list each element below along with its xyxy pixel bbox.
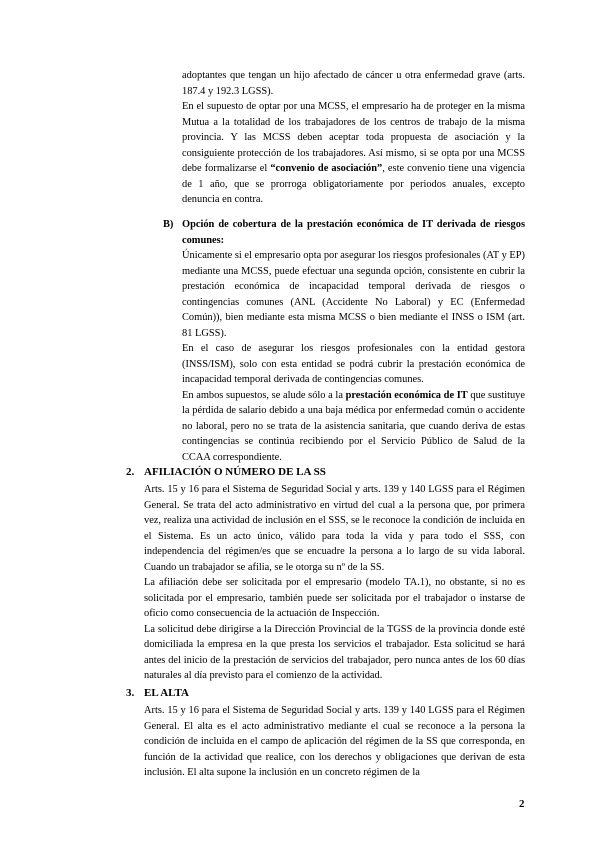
- section-3-paragraph-1: Arts. 15 y 16 para el Sistema de Seguridad Social y arts. 139 y 140 LGSS para el Régimen General. El alta es el acto administrativo mediante el cual se reconoce a la persona la condición de incluida en el campo de aplicación del régimen de la SS que corresponda, en función de la actividad que realice, con los derechos y obligaciones que derivan de esta inclusión. El alta supone la inclusión en un concreto régimen de la: [144, 705, 525, 778]
- option-b-paragraph-2: En el caso de asegurar los riesgos profesionales con la entidad gestora (INSS/ISM), solo con esta entidad se podrá cubrir la prestación económica de incapacidad temporal derivada de contingencias comunes.: [182, 343, 525, 385]
- intro-block: [182, 68, 525, 208]
- page-number: 2: [519, 798, 525, 810]
- intro-paragraph-1: adoptantes que tengan un hijo afectado de cáncer u otra enfermedad grave (arts. 187.4 y 192.3 LGSS).: [182, 70, 525, 97]
- convenio-bold: “convenio de asociación”: [270, 163, 383, 174]
- option-b-p3-end: que sustituye la pérdida de salario debido a una baja médica por enfermedad común o accidente no laboral, pero no se trata de la asistencia sanitaria, que cuando deriva de estas contingencias se continúa recibiendo por el Servicio Público de Salud de la CCAA correspondiente.: [182, 389, 525, 463]
- section-2-paragraph-1: Arts. 15 y 16 para el Sistema de Seguridad Social y arts. 139 y 140 LGSS para el Régimen General. Se trata del acto administrativo en virtud del cual a la persona que, por primera vez, realiza una actividad de inclusión en el SSS, se le reconoce la condición de incluida en el Sistema. Es un acto único, válido para toda la vida y para todo el SSS, con independencia del régimen/es que se encuadre la persona a lo largo de su vida laboral. Cuando un trabajador se afilia, se le otorga su nº de la SS.: [144, 484, 525, 573]
- section-3-title: EL ALTA: [144, 687, 189, 699]
- section-2-title: AFILIACIÓN O NÚMERO DE LA SS: [144, 466, 326, 478]
- option-b-block: [182, 248, 525, 465]
- option-b-p3-start: En ambos supuestos, se alude sólo a la: [182, 389, 346, 401]
- section-3-block: [144, 703, 525, 781]
- section-2-paragraph-2: La afiliación debe ser solicitada por el empresario (modelo TA.1), no obstante, si no es solicitada por el empresario, también puede ser solicitada por el trabajador o instarse de oficio como consecuencia de la actuación de Inspección.: [144, 577, 525, 619]
- option-b-heading: [163, 217, 525, 248]
- prestacion-bold: prestación económica de IT: [345, 389, 468, 401]
- section-3-number: 3.: [126, 687, 135, 699]
- option-b-paragraph-1: Únicamente si el empresario opta por asegurar los riesgos profesionales (AT y EP) mediante una MCSS, puede efectuar una segunda opción, consistente en cubrir la prestación económica de incapacidad temporal derivada de riesgos o contingencias comunes (ANL (Accidente No Laboral) y EC (Enfermedad Común)), bien mediante esta misma MCSS o bien mediante el INSS o ISM (art. 81 LGSS).: [182, 250, 525, 339]
- intro-p2-end: , este convenio tiene una vigencia de 1 año, que se prorroga obligatoriamente por periodos anuales, excepto denuncia en contra.: [182, 163, 525, 205]
- section-2-block: [144, 482, 525, 684]
- section-2-heading: [126, 466, 326, 478]
- section-3-heading: [126, 687, 189, 699]
- section-2-number: 2.: [126, 466, 135, 478]
- intro-paragraph-2: [182, 99, 525, 208]
- intro-p2-text: En el supuesto de optar por una MCSS, el empresario ha de proteger en la misma Mutua a la totalidad de los trabajadores de los centros de trabajo de la misma provincia. Y las MCSS deben aceptar toda propuesta de asociación y la consiguiente protección de los trabajadores. Así mismo, si se opta por una MCSS debe formalizarse el: [182, 101, 525, 174]
- section-2-paragraph-3: La solicitud debe dirigirse a la Dirección Provincial de la TGSS de la provincia donde esté domiciliada la empresa en la que presta los servicios el trabajador. Esta solicitud se hará antes del inicio de la prestación de servicios del trabajador, pero nunca antes de los 60 días naturales al día previsto para el comienzo de la actividad.: [144, 623, 525, 681]
- option-b-paragraph-3: [182, 388, 525, 466]
- option-b-letter: B): [163, 219, 174, 230]
- option-b-title: Opción de cobertura de la prestación económica de IT derivada de riesgos comunes:: [182, 219, 525, 246]
